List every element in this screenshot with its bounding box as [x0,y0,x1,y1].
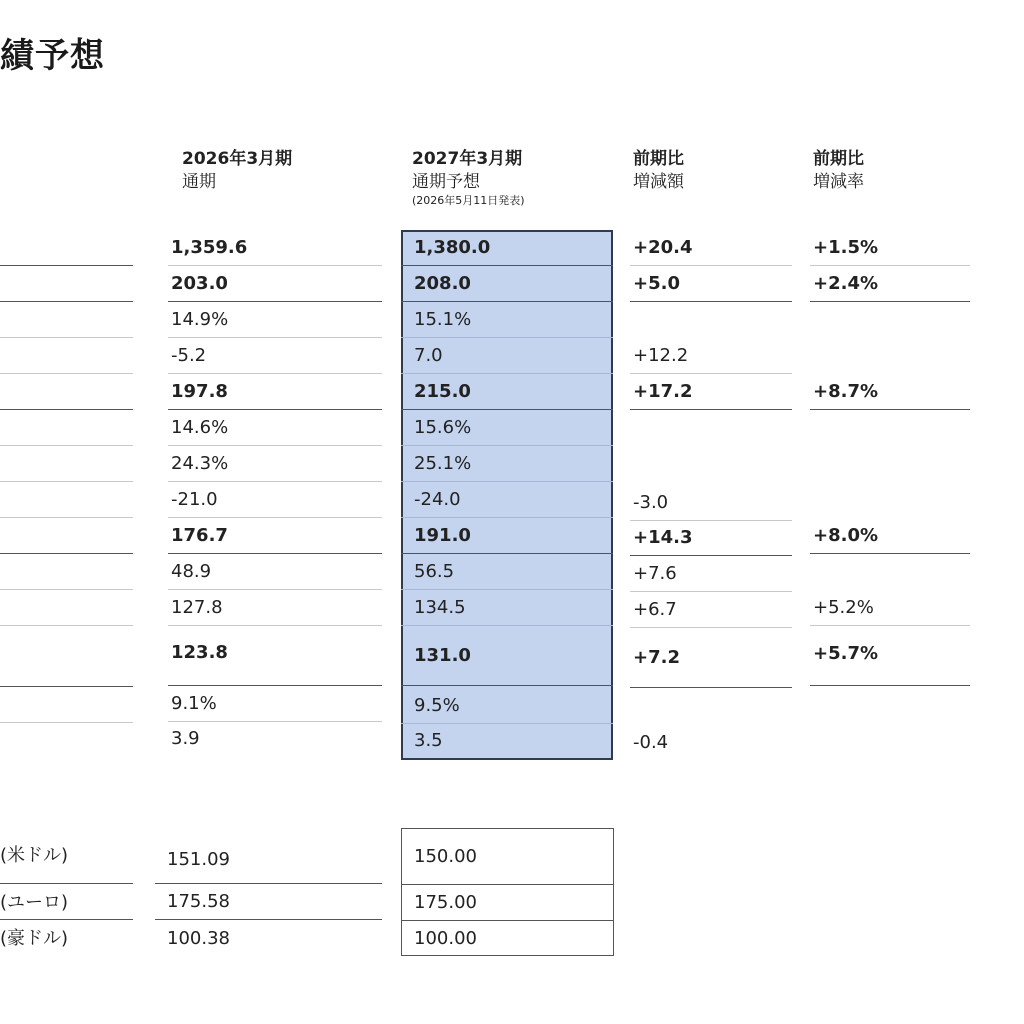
left-row-line [0,481,133,482]
table-cell-rate: +8.0% [810,518,970,554]
table-cell-forecast: 25.1% [401,446,613,482]
left-row-line [0,265,133,266]
header-rate-line2: 増減率 [813,172,864,192]
table-cell-diff: +6.7 [630,592,792,628]
table-cell-forecast: -24.0 [401,482,613,518]
table-cell-diff: +7.2 [630,628,792,688]
left-row-line [0,722,133,723]
table-cell-forecast: 1,380.0 [401,230,613,266]
table-cell-rate: +8.7% [810,374,970,410]
table-cell-forecast: 215.0 [401,374,613,410]
header-prev-year [182,148,292,194]
table-cell-prev: 123.8 [168,626,382,686]
left-row-line [0,686,133,687]
left-row-line [0,409,133,410]
table-cell-rate: +5.7% [810,626,970,686]
fx-left-line [0,883,133,884]
table-cell-prev: 197.8 [168,374,382,410]
table-cell-prev: 9.1% [168,686,382,722]
table-cell-prev: -5.2 [168,338,382,374]
table-cell-prev: 14.9% [168,302,382,338]
table-cell-forecast: 56.5 [401,554,613,590]
table-cell-forecast: 15.6% [401,410,613,446]
table-cell-forecast: 134.5 [401,590,613,626]
left-row-line [0,625,133,626]
header-diff [633,148,684,194]
table-cell-diff: +12.2 [630,338,792,374]
header-rate-line1: 前期比 [813,149,864,169]
fx-label-usd: (米ドル) [0,845,69,866]
left-row-line [0,301,133,302]
table-cell-prev: 1,359.6 [168,230,382,266]
table-cell-prev: 14.6% [168,410,382,446]
table-cell-diff: +20.4 [630,230,792,266]
fx-left-line [0,919,133,920]
table-cell-prev: 24.3% [168,446,382,482]
left-row-line [0,553,133,554]
table-cell-prev: -21.0 [168,482,382,518]
header-forecast-line3: (2026年5月11日発表) [412,194,525,207]
table-cell-diff: +7.6 [630,556,792,592]
table-cell-rate: +5.2% [810,590,970,626]
left-row-line [0,445,133,446]
header-diff-line1: 前期比 [633,149,684,169]
left-row-line [0,373,133,374]
fx-forecast-eur: 175.00 [402,885,613,921]
fx-forecast-box [401,828,614,956]
fx-label-eur: (ユーロ) [0,892,69,913]
table-cell-forecast: 191.0 [401,518,613,554]
table-cell-diff: -0.4 [633,731,669,753]
table-cell-rate: +1.5% [810,230,970,266]
table-cell-diff: +5.0 [630,266,792,302]
table-cell-diff: +14.3 [630,520,792,556]
header-forecast [412,148,525,208]
table-cell-forecast: 9.5% [401,688,613,724]
table-cell-prev: 3.9 [171,727,200,749]
fx-prev-eur: 175.58 [155,884,382,920]
header-diff-line2: 増減額 [633,172,684,192]
table-cell-rate: +2.4% [810,266,970,302]
header-prev-line1: 2026年3月期 [182,149,293,169]
header-rate [813,148,864,194]
table-cell-prev: 48.9 [168,554,382,590]
table-cell-prev: 127.8 [168,590,382,626]
table-cell-forecast: 3.5 [414,729,443,751]
table-cell-prev: 176.7 [168,518,382,554]
left-row-line [0,517,133,518]
table-cell-forecast: 208.0 [401,266,613,302]
fx-forecast-usd: 150.00 [402,829,613,885]
left-row-line [0,589,133,590]
page-title: 績予想 [0,36,105,76]
fx-prev-aud: 100.38 [167,927,230,949]
header-prev-line2: 通期 [182,172,216,192]
table-cell-diff: +17.2 [630,374,792,410]
fx-label-aud: (豪ドル) [0,928,69,949]
fx-forecast-aud: 100.00 [414,927,477,949]
fx-prev-usd: 151.09 [155,836,382,884]
table-cell-forecast: 131.0 [401,626,613,686]
table-cell-diff: -3.0 [630,485,792,521]
table-cell-forecast: 7.0 [401,338,613,374]
header-forecast-line2: 通期予想 [412,172,480,192]
header-forecast-line1: 2027年3月期 [412,149,523,169]
left-row-line [0,337,133,338]
table-cell-forecast: 15.1% [401,302,613,338]
table-cell-prev: 203.0 [168,266,382,302]
